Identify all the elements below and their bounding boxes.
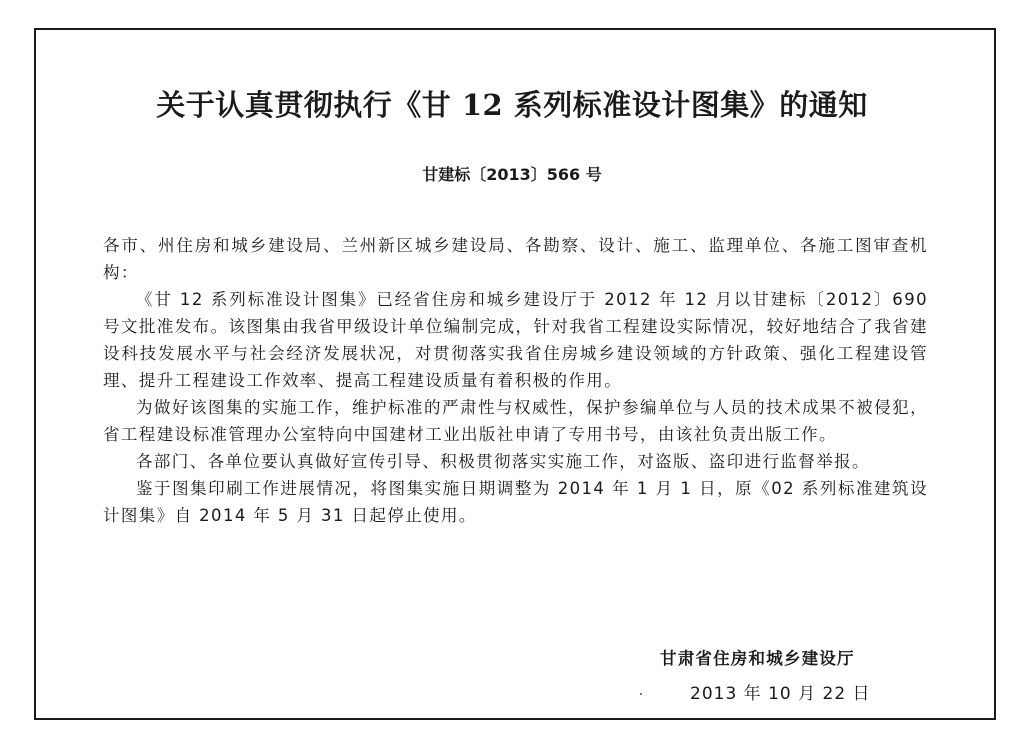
signature-organization: 甘肃省住房和城乡建设厅 [660, 649, 855, 668]
addressee-line: 各市、州住房和城乡建设局、兰州新区城乡建设局、各勘察、设计、施工、监理单位、各施工图审查机构： [103, 236, 928, 282]
document-number: 甘建标〔2013〕566 号 [422, 165, 602, 184]
body-paragraph-4: 鉴于图集印刷工作进展情况，将图集实施日期调整为 2014 年 1 月 1 日，原《02 系列标准建筑设计图集》自 2014 年 5 月 31 日起停止使用。 [103, 479, 928, 525]
signature-date: 2013 年 10 月 22 日 [690, 684, 871, 704]
body-paragraph-1: 《甘 12 系列标准设计图集》已经省住房和城乡建设厅于 2012 年 12 月以甘建标〔2012〕690 号文批准发布。该图集由我省甲级设计单位编制完成，针对我省工程建设实际情况，较好地结合了我省建设科技发展水平与社会经济发展状况，对贯彻落实我省住房城乡建设领域的方针政策、强化工程建设管理、提升工程建设工作效率、提高工程建设质量有着积极的作用。 [103, 290, 928, 390]
document-body [103, 232, 928, 529]
scan-speck [640, 693, 642, 695]
body-paragraph-3: 各部门、各单位要认真做好宣传引导、积极贯彻落实实施工作，对盗版、盗印进行监督举报。 [136, 452, 870, 471]
document-title: 关于认真贯彻执行《甘 12 系列标准设计图集》的通知 [156, 88, 868, 122]
body-paragraph-2: 为做好该图集的实施工作，维护标准的严肃性与权威性，保护参编单位与人员的技术成果不被侵犯，省工程建设标准管理办公室特向中国建材工业出版社申请了专用书号，由该社负责出版工作。 [103, 398, 928, 444]
